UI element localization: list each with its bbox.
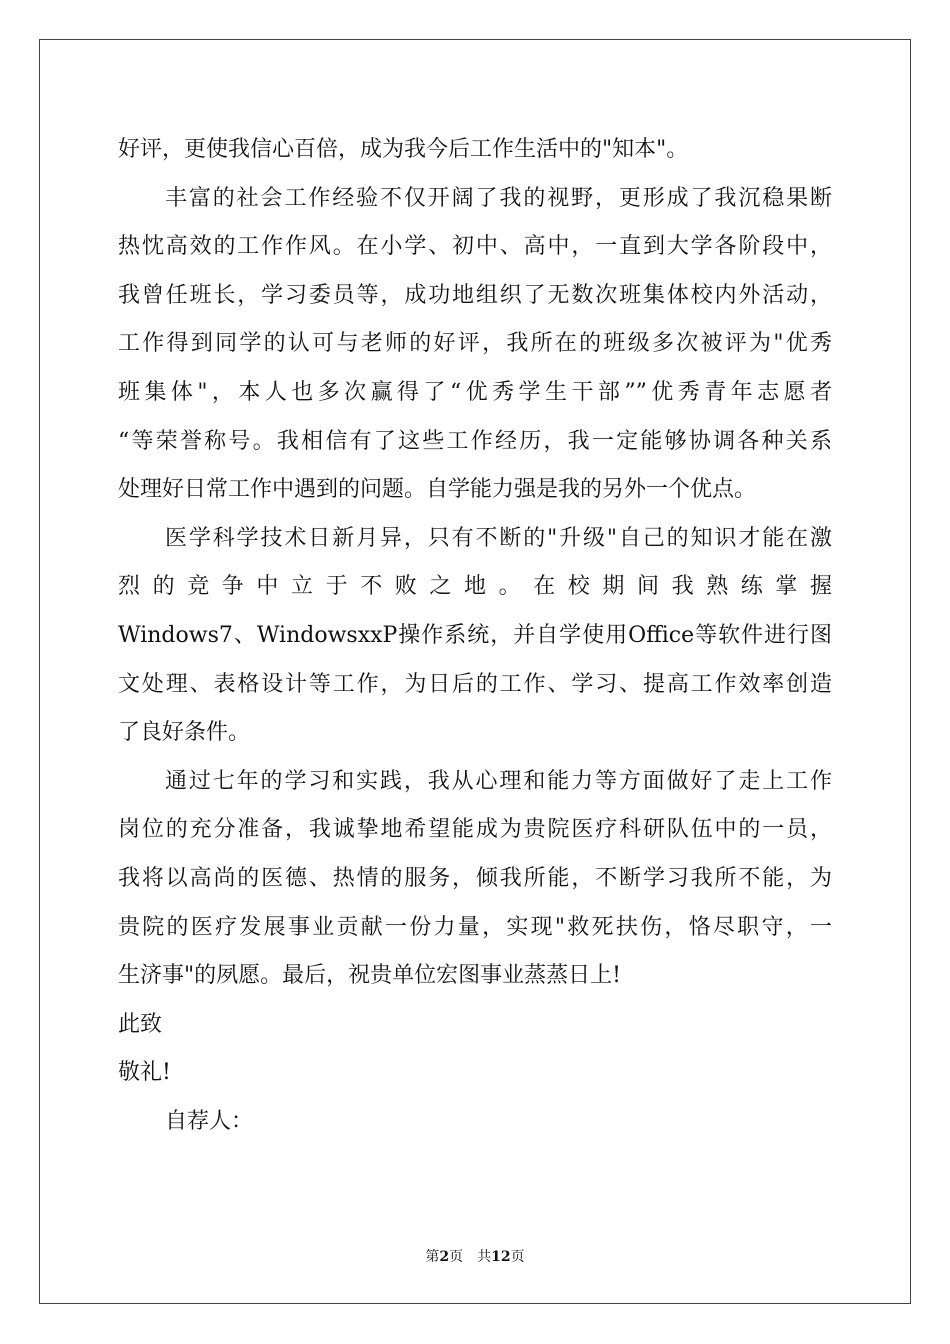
text-line: 热忱高效的工作作风。在小学、初中、高中，一直到大学各阶段中，: [118, 234, 832, 260]
text-line: 处理好日常工作中遇到的问题。自学能力强是我的另外一个优点。: [118, 477, 757, 503]
text-line: 自荐人：: [165, 1108, 254, 1134]
text-line: 医学科学技术日新月异，只有不断的"升级"自己的知识才能在激: [165, 525, 832, 551]
text-line: 了良好条件。: [118, 720, 251, 746]
text-line: 岗位的充分准备，我诚挚地希望能成为贵院医疗科研队伍中的一员，: [118, 817, 832, 843]
current-page-number: 2: [439, 1249, 450, 1265]
text-line: 丰富的社会工作经验不仅开阔了我的视野，更形成了我沉稳果断: [165, 185, 832, 211]
text-line: 我将以高尚的医德、热情的服务，倾我所能，不断学习我所不能，为: [118, 865, 832, 891]
text-line: 我曾任班长，学习委员等，成功地组织了无数次班集体校内外活动，: [118, 282, 832, 308]
text-line: 此致: [118, 1011, 163, 1037]
text-line: 通过七年的学习和实践，我从心理和能力等方面做好了走上工作: [165, 768, 832, 794]
text-line: 班集体"，本人也多次赢得了“优秀学生干部””优秀青年志愿者: [118, 379, 832, 405]
text-line: 工作得到同学的认可与老师的好评，我所在的班级多次被评为"优秀: [118, 331, 832, 357]
document-body: [118, 126, 832, 1146]
text-line: “等荣誉称号。我相信有了这些工作经历，我一定能够协调各种关系: [118, 428, 832, 454]
text-line: 好评，更使我信心百倍，成为我今后工作生活中的"知本"。: [118, 137, 689, 162]
footer-prefix: 第: [425, 1249, 440, 1265]
text-line: 烈的竞争中立于不败之地。在校期间我熟练掌握: [118, 574, 832, 600]
footer-suffix: 页: [510, 1249, 525, 1265]
text-line: Windows7、WindowsxxP操作系统，并自学使用Office等软件进行图: [118, 622, 832, 648]
text-line: 生济事"的夙愿。最后，祝贵单位宏图事业蒸蒸日上!: [118, 963, 621, 989]
page-footer: [0, 1247, 950, 1267]
footer-middle: 页 共: [449, 1249, 492, 1265]
text-line: 文处理、表格设计等工作，为日后的工作、学习、提高工作效率创造: [118, 671, 832, 697]
text-line: 敬礼!: [118, 1060, 171, 1086]
total-page-count: 12: [491, 1249, 511, 1265]
text-line: 贵院的医疗发展事业贡献一份力量，实现"救死扶伤，恪尽职守，一: [118, 914, 832, 940]
